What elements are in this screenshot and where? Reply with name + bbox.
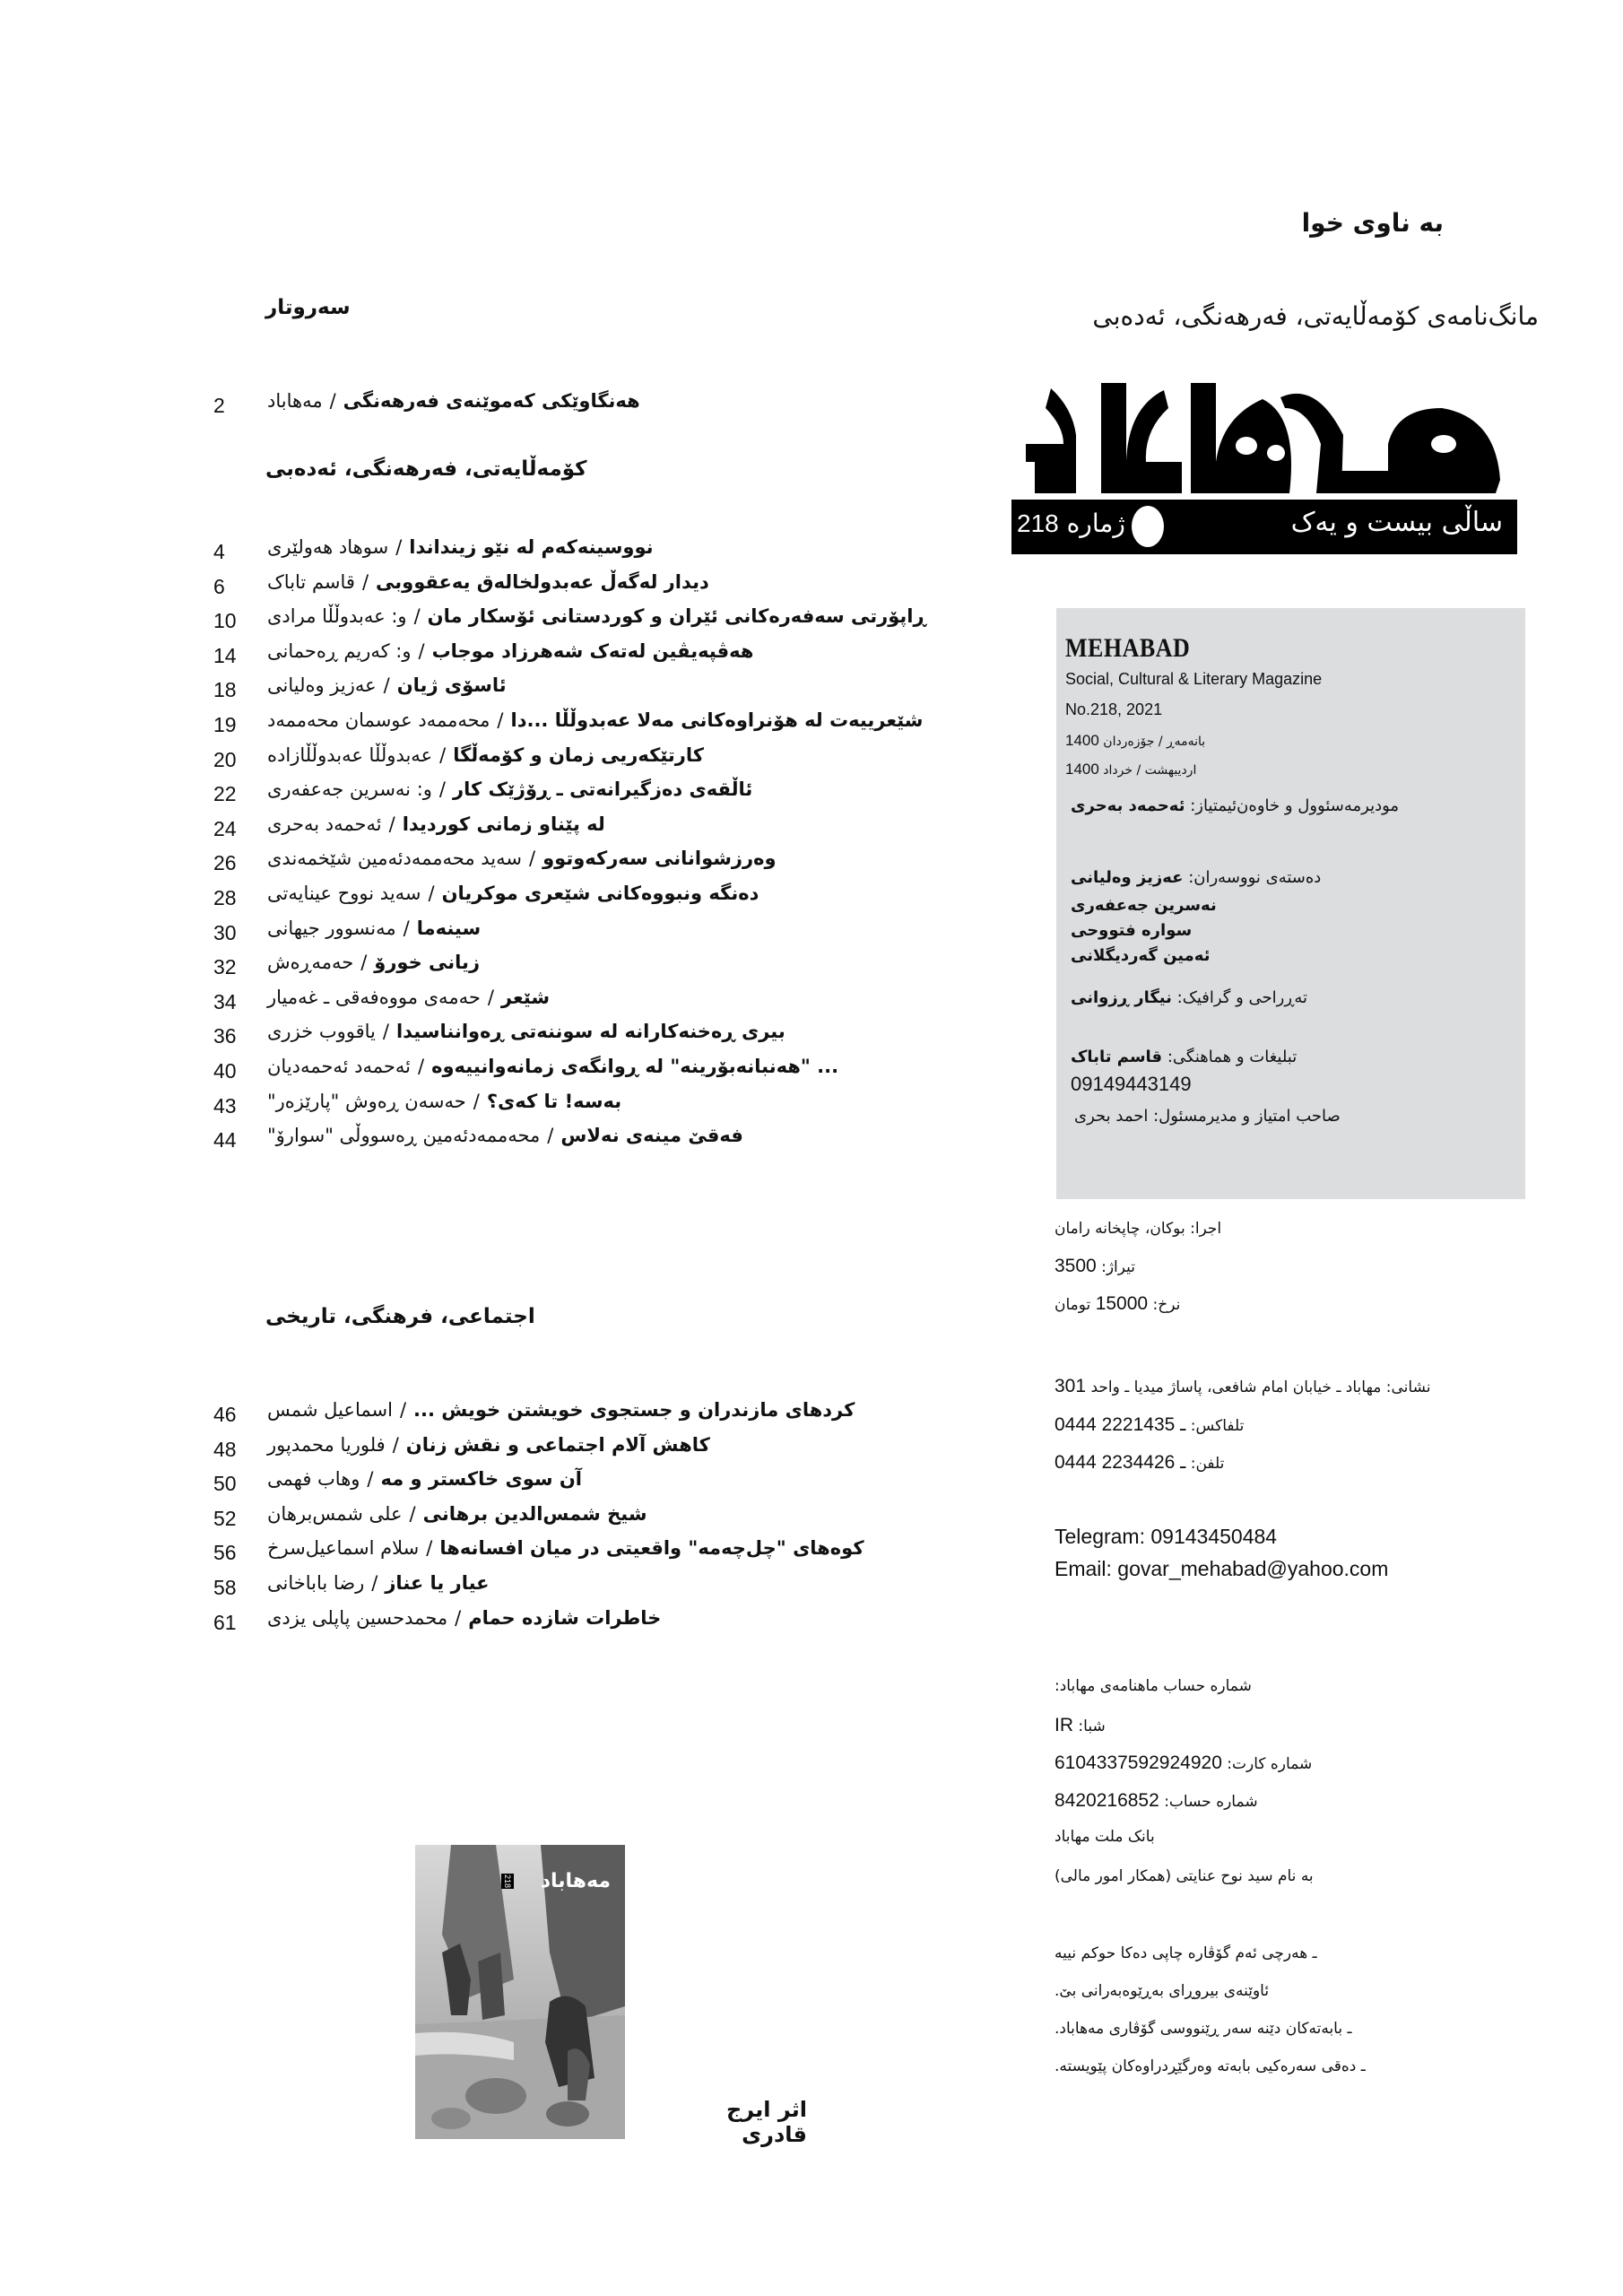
toc-separator: /	[426, 1537, 433, 1559]
cover-logo: مەهاباد	[540, 1870, 611, 1892]
note-line: ـ بابەتەکان دێنە سەر ڕێنووسی گۆڤاری مەهاباد.	[1055, 2020, 1352, 2038]
toc-author: سەید محەممەدئەمین شێخمەندی	[267, 848, 523, 869]
toc-author: ئەحمەد بەحری	[267, 813, 382, 835]
toc-entry-text	[267, 674, 1020, 696]
card-line	[1055, 1752, 1503, 1774]
toc-entry-text	[267, 536, 1020, 558]
toc-separator: /	[409, 1503, 416, 1525]
price-unit: تومان	[1055, 1296, 1091, 1314]
toc-title: ... "هەنبانەبۆرینە" لە ڕوانگەی زمانەوانییەوە	[431, 1056, 839, 1077]
toc-entry[interactable]	[213, 883, 1020, 918]
toc-title: کوه‌های "چل‌چەمه" واقعیتی در میان افسانه‌ها	[439, 1537, 864, 1559]
masthead-box	[1056, 608, 1525, 1199]
toc-section-heading: کۆمەڵایەتی، فەرهەنگی، ئەدەبی	[265, 457, 587, 481]
cover-caption: اثر ایرج قادری	[726, 2097, 807, 2147]
circulation-line	[1055, 1256, 1503, 1277]
toc-page-number: 32	[213, 955, 237, 978]
card-label: شمارە کارت:	[1227, 1755, 1313, 1773]
toc-separator: /	[439, 744, 447, 766]
toc-entry-text	[267, 1468, 1020, 1490]
address-line	[1055, 1376, 1503, 1397]
toc-separator: /	[497, 709, 504, 731]
toc-entry-text	[267, 640, 1020, 662]
toc-separator: /	[418, 640, 425, 662]
toc-entry[interactable]	[213, 987, 1020, 1022]
toc-entry-text	[267, 1021, 1020, 1042]
toc-entry[interactable]	[213, 1572, 1020, 1608]
email-contact[interactable]: Email: govar_mehabad@yahoo.com	[1055, 1557, 1389, 1580]
toc-page-number: 44	[213, 1128, 237, 1152]
toc-entry[interactable]	[213, 952, 1020, 987]
toc-author: فلوریا محمدپور	[267, 1434, 386, 1456]
toc-separator: /	[418, 1056, 425, 1077]
toc-entry[interactable]	[213, 744, 1020, 780]
sheba-value: IR	[1055, 1715, 1073, 1735]
toc-entry[interactable]	[213, 390, 1020, 426]
telegram-contact: Telegram: 09143450484	[1055, 1525, 1278, 1548]
toc-separator: /	[388, 813, 395, 835]
ads-label: تبلیغات و هماهنگی:	[1167, 1048, 1298, 1066]
toc-page-number: 20	[213, 748, 237, 771]
toc-entry[interactable]	[213, 848, 1020, 883]
toc-entry-text	[267, 571, 1020, 593]
toc-page-number: 24	[213, 817, 237, 840]
ads-value: قاسم تاباک	[1071, 1048, 1163, 1066]
bank-heading: شمارە حساب ماهنامەی مهاباد:	[1055, 1677, 1252, 1695]
toc-entry-text	[267, 987, 1020, 1008]
toc-page-number: 43	[213, 1094, 237, 1118]
toc-entry-text	[267, 848, 1020, 869]
editor-label: مودیرمەسئوول و خاوەن‌ئیمتیاز:	[1190, 796, 1400, 815]
toc-section-heading: اجتماعی، فرهنگی، تاریخی	[265, 1305, 535, 1328]
toc-separator: /	[395, 536, 403, 558]
toc-author: رضا باباخانی	[267, 1572, 365, 1594]
toc-author: و: نەسرین جەعفەری	[267, 778, 432, 800]
board-member: سوارە فتووحی	[1071, 921, 1193, 940]
toc-entry[interactable]	[213, 1607, 1020, 1643]
kurdish-date-label: بانەمەڕ / جۆزەردان	[1103, 735, 1206, 749]
toc-author: عەزیز وەلیانی	[267, 674, 377, 696]
toc-title: نووسینەکەم لە نێو زینداندا	[409, 536, 654, 558]
toc-title: ئاسۆی ژیان	[396, 674, 507, 696]
toc-title: کارتێکەریی زمان و کۆمەڵگا	[453, 744, 704, 766]
toc-author: علی شمس‌برهان	[267, 1503, 403, 1525]
toc-author: سوهاد هەولێری	[267, 536, 389, 558]
printer-line: اجرا: بوکان، چاپخانه رامان	[1055, 1220, 1222, 1238]
toc-entry[interactable]	[213, 1125, 1020, 1161]
toc-title: خاطرات شازده حمام	[468, 1607, 662, 1629]
logo-issue-bar	[1011, 500, 1517, 554]
toc-author: محەممەدئەمین ڕەسووڵی "سوارۆ"	[267, 1125, 541, 1146]
board-member: عەزیز وەلیانی	[1071, 868, 1184, 887]
board-member: نەسرین جەعفەری	[1071, 896, 1217, 915]
toc-title: زیانی خورۆ	[374, 952, 481, 973]
cover-issue-number: 218	[503, 1874, 512, 1889]
design-line	[1071, 988, 1447, 1007]
toc-separator: /	[399, 1399, 407, 1421]
board-label: دەستەی نووسەران:	[1188, 868, 1322, 887]
address-label: نشانی: مهاباد ـ خیابان امام شافعی، پاساژ میدیا ـ واحد	[1090, 1378, 1431, 1396]
toc-page-number: 48	[213, 1438, 237, 1461]
phone-label: تلفن:	[1190, 1455, 1225, 1473]
sheba-label: شبا:	[1078, 1718, 1106, 1735]
board-member: ئەمین گەردیگلانی	[1071, 946, 1211, 965]
toc-author: اسماعیل شمس	[267, 1399, 393, 1421]
bank-name: بانک ملت مهاباد	[1055, 1828, 1155, 1846]
toc-entry-text	[267, 1434, 1020, 1456]
toc-title: ئاڵقەی دەزگیرانەتی ـ ڕۆژێک کار	[453, 778, 753, 800]
toc-title: فەقێ مینەی نەلاس	[560, 1125, 743, 1146]
toc-entry[interactable]	[213, 778, 1020, 814]
toc-title: عیار یا عناز	[385, 1572, 490, 1594]
toc-title: سینەما	[416, 918, 482, 939]
toc-entry[interactable]	[213, 813, 1020, 849]
toc-author: ئەحمەد ئەحمەدیان	[267, 1056, 412, 1077]
toc-author: مەهاباد	[267, 390, 323, 412]
toc-page-number: 52	[213, 1507, 237, 1530]
toc-page-number: 26	[213, 851, 237, 874]
toc-title: دیدار لەگەڵ عەبدولخالەق یەعقووبی	[376, 571, 709, 593]
magazine-subtitle: مانگ‌نامەی کۆمەڵایەتی، فەرهەنگی، ئەدەبی	[1092, 301, 1539, 331]
toc-title: شێعرییەت لە هۆنراوەکانی مەلا عەبدوڵڵا ...دا	[510, 709, 924, 731]
toc-entry-text	[267, 1537, 1020, 1559]
toc-author: حەسەن ڕەوش "پارێزەر"	[267, 1091, 466, 1112]
toc-entry-text	[267, 952, 1020, 973]
toc-entry[interactable]	[213, 571, 1020, 607]
toc-page-number: 46	[213, 1403, 237, 1426]
toc-entry-text	[267, 1091, 1020, 1112]
toc-separator: /	[403, 918, 410, 939]
ads-phone: 09149443149	[1071, 1073, 1192, 1095]
toc-separator: /	[361, 571, 369, 593]
mehabad-logo	[1011, 381, 1517, 498]
english-title: MEHABAD	[1065, 632, 1191, 664]
toc-entry[interactable]	[213, 1399, 1020, 1435]
toc-entry-text	[267, 709, 1020, 731]
year-label: ساڵی بیست و یەک	[1290, 507, 1503, 538]
toc-page-number: 22	[213, 782, 237, 805]
account-line	[1055, 1790, 1503, 1812]
toc-page-number: 50	[213, 1472, 237, 1495]
phone-value: 0444 ـ 2234426	[1055, 1452, 1186, 1473]
persian-date	[1065, 761, 1196, 778]
bismillah-heading: به ناوی خوا	[1301, 208, 1444, 238]
logo-wordmark-graphic	[1011, 381, 1517, 498]
toc-entry[interactable]	[213, 1021, 1020, 1057]
toc-entry-text	[267, 1125, 1020, 1146]
toc-author: عەبدوڵڵا عەبدوڵڵازادە	[267, 744, 433, 766]
cover-thumbnail	[415, 1845, 625, 2139]
toc-page-number: 40	[213, 1059, 237, 1083]
editor-value: ئەحمەد بەحری	[1071, 796, 1185, 815]
editor-line	[1071, 796, 1447, 815]
issue-label	[1017, 509, 1125, 538]
toc-page-number: 2	[213, 394, 225, 417]
toc-title: لە پێناو زمانی کوردیدا	[402, 813, 605, 835]
board-line	[1071, 868, 1447, 887]
toc-title: آن سوی خاکستر و مه	[380, 1468, 582, 1490]
toc-page-number: 34	[213, 990, 237, 1013]
toc-page-number: 61	[213, 1611, 237, 1634]
toc-page-number: 36	[213, 1024, 237, 1048]
toc-separator: /	[367, 1468, 374, 1490]
fax-line	[1055, 1413, 1503, 1436]
toc-separator: /	[428, 883, 435, 904]
toc-entry[interactable]	[213, 536, 1020, 572]
account-value: 8420216852	[1055, 1790, 1159, 1811]
fax-label: تلفاکس:	[1190, 1417, 1245, 1435]
toc-page-number: 30	[213, 921, 237, 944]
toc-page-number: 19	[213, 713, 237, 736]
address-unit: 301	[1055, 1376, 1087, 1396]
toc-title: شیخ شمس‌الدین برهانی	[422, 1503, 647, 1525]
toc-page-number: 28	[213, 886, 237, 909]
toc-entry-text	[267, 1607, 1020, 1629]
toc-page-number: 6	[213, 575, 225, 598]
toc-entry[interactable]	[213, 640, 1020, 676]
toc-separator: /	[382, 1021, 389, 1042]
toc-title: بیری ڕەخنەکارانە لە سوننەتی ڕەوانناسیدا	[395, 1021, 785, 1042]
toc-section-heading: سەروتار	[265, 296, 351, 319]
toc-title: کاهش آلام اجتماعی و نقش زنان	[405, 1434, 710, 1456]
toc-title: شێعر	[500, 987, 551, 1008]
toc-separator: /	[329, 390, 336, 412]
toc-separator: /	[547, 1125, 554, 1146]
toc-author: وهاب فهمی	[267, 1468, 360, 1490]
toc-separator: /	[360, 952, 368, 973]
toc-separator: /	[413, 605, 421, 627]
owner-line: صاحب امتیاز و مدیرمسئول: احمد بحری	[1074, 1107, 1341, 1126]
kurdish-date	[1065, 732, 1205, 750]
toc-title: بەسە! تا کەی؟	[486, 1091, 622, 1112]
sheba-line	[1055, 1715, 1503, 1736]
persian-date-year: 1400	[1065, 761, 1099, 778]
note-line: ـ هەرچی ئەم گۆڤارە چاپی دەکا حوکم نییە	[1055, 1944, 1317, 1962]
toc-author: یاقووب خزری	[267, 1021, 376, 1042]
toc-author: حەمەڕەش	[267, 952, 354, 973]
toc-entry[interactable]	[213, 674, 1020, 710]
toc-author: سەید نووح عینایەتی	[267, 883, 421, 904]
toc-title: وەرزشوانانی سەرکەوتوو	[542, 848, 777, 869]
circulation-label: تیراژ:	[1101, 1258, 1136, 1276]
toc-separator: /	[383, 674, 390, 696]
toc-entry[interactable]	[213, 1091, 1020, 1126]
toc-entry-text	[267, 390, 1020, 412]
persian-date-label: اردیبهشت / خرداد	[1103, 763, 1197, 778]
issue-number: 218	[1017, 509, 1059, 537]
toc-entry[interactable]	[213, 918, 1020, 953]
toc-entry-text	[267, 778, 1020, 800]
toc-separator: /	[487, 987, 494, 1008]
toc-separator: /	[371, 1572, 378, 1594]
toc-entry-text	[267, 744, 1020, 766]
toc-entry-text	[267, 1399, 1020, 1421]
toc-author: محەممەد عوسمان محەممەد	[267, 709, 490, 731]
toc-entry[interactable]	[213, 605, 1020, 641]
toc-entry[interactable]	[213, 1468, 1020, 1504]
issue-label-text: ژمارە	[1066, 509, 1125, 538]
price-label: نرخ:	[1152, 1296, 1181, 1314]
toc-entry[interactable]	[213, 1537, 1020, 1573]
toc-entry[interactable]	[213, 1056, 1020, 1091]
design-value: نیگار ڕزوانی	[1071, 988, 1172, 1007]
toc-separator: /	[455, 1607, 462, 1629]
toc-entry-text	[267, 1572, 1020, 1594]
design-label: تەڕراحی و گرافیک:	[1176, 988, 1307, 1007]
toc-entry-text	[267, 1503, 1020, 1525]
note-line: ئاوێنەی بیروڕای بەڕێوەبەرانی بێ.	[1055, 1982, 1270, 2000]
toc-title: کردهای مازندران و جستجوی خویشتن خویش ...	[413, 1399, 855, 1421]
toc-separator: /	[529, 848, 536, 869]
toc-page-number: 18	[213, 678, 237, 701]
toc-page-number: 10	[213, 609, 237, 632]
toc-separator: /	[438, 778, 446, 800]
toc-author: مەنسوور جیهانی	[267, 918, 396, 939]
toc-author: محمدحسین پاپلی یزدی	[267, 1607, 448, 1629]
ads-line	[1071, 1048, 1447, 1066]
toc-title: هەڤپەیڤین لەتەک شەهرزاد موجاب	[431, 640, 754, 662]
board-members-list	[1071, 893, 1250, 969]
toc-author: و: کەریم ڕەحمانی	[267, 640, 412, 662]
toc-entry-text	[267, 918, 1020, 939]
toc-entry-text	[267, 883, 1020, 904]
toc-entry[interactable]	[213, 709, 1020, 745]
toc-entry-text	[267, 605, 1020, 627]
circle-icon	[1132, 506, 1164, 547]
phone-line	[1055, 1451, 1503, 1474]
toc-entry-text	[267, 813, 1020, 835]
english-subtitle: Social, Cultural & Literary Magazine	[1065, 670, 1323, 688]
toc-entry[interactable]	[213, 1434, 1020, 1470]
toc-author: حەمەی مووەفەقی ـ غەمیار	[267, 987, 481, 1008]
kurdish-date-year: 1400	[1065, 732, 1099, 749]
account-label: شمارە حساب:	[1164, 1793, 1258, 1811]
toc-title: ڕاپۆرتی سەفەرەکانی ئێران و کوردستانی ئۆسکار مان	[427, 605, 926, 627]
toc-author: و: عەبدوڵڵا مرادی	[267, 605, 407, 627]
toc-title: دەنگە ونبووەکانی شێعری موکریان	[441, 883, 759, 904]
card-value: 6104337592924920	[1055, 1752, 1222, 1773]
toc-page-number: 58	[213, 1576, 237, 1599]
circulation-value: 3500	[1055, 1256, 1097, 1276]
toc-title: هەنگاوێکی کەموێنەی فەرهەنگی	[343, 390, 640, 412]
toc-page-number: 14	[213, 644, 237, 667]
account-holder: به نام سید نوح عنایتی (همکار امور مالی)	[1055, 1867, 1314, 1885]
toc-entry-text	[267, 1056, 1020, 1077]
note-line: ـ دەقی سەرەکیی بابەتە وەرگێڕدراوەکان پێویستە.	[1055, 2057, 1366, 2075]
toc-separator: /	[473, 1091, 480, 1112]
english-issue: No.218, 2021	[1065, 700, 1163, 718]
toc-entry[interactable]	[213, 1503, 1020, 1539]
toc-author: سلام اسماعیل‌سرخ	[267, 1537, 420, 1559]
toc-page-number: 56	[213, 1541, 237, 1564]
price-line	[1055, 1293, 1503, 1315]
toc-page-number: 4	[213, 540, 225, 563]
price-value: 15000	[1095, 1293, 1149, 1314]
fax-value: 0444 ـ 2221435	[1055, 1414, 1186, 1435]
toc-author: قاسم تاباک	[267, 571, 355, 593]
toc-separator: /	[392, 1434, 399, 1456]
